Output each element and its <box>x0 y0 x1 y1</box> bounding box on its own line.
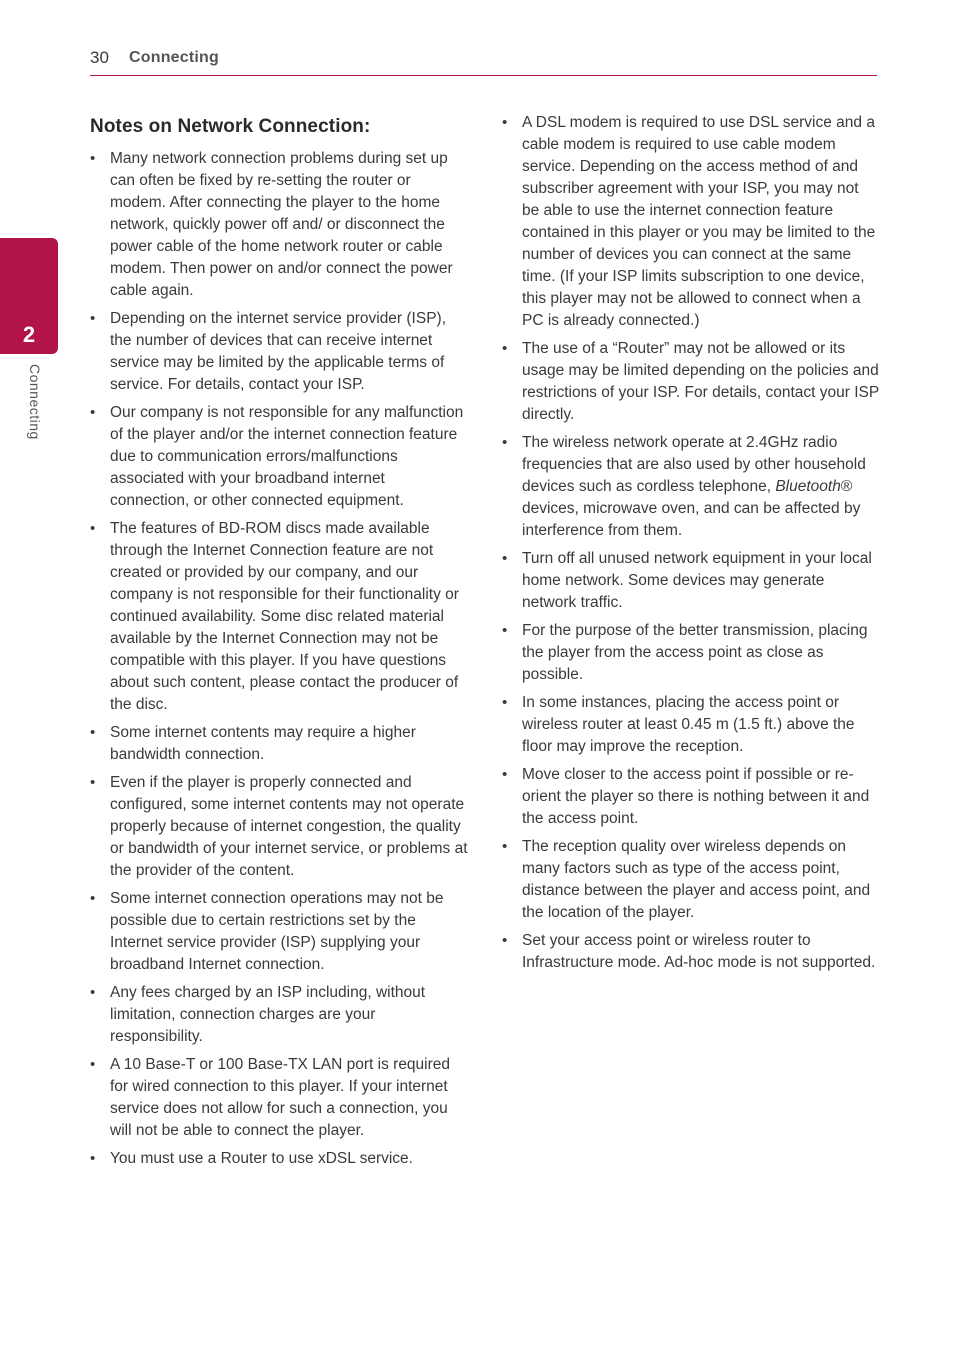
left-note-item <box>90 722 468 766</box>
note-text: You must use a Router to use xDSL service. <box>110 1150 413 1167</box>
note-text: A 10 Base-T or 100 Base-TX LAN port is required for wired connection to this player. If your internet service does not allow for such a connection, you will not be able to connect the player. <box>110 1056 451 1139</box>
bullet-icon: • <box>502 550 508 567</box>
left-note-item <box>90 518 468 716</box>
bullet-icon: • <box>90 150 96 167</box>
right-note-item <box>502 112 880 332</box>
note-text: Even if the player is properly connected and configured, some internet contents may not operate properly because of internet congestion, the quality or bandwidth of your internet service, or problems at the provider of the content. <box>110 774 468 879</box>
note-text: Some internet connection operations may not be possible due to certain restrictions set by the Internet service provider (ISP) supplying your broadband Internet connection. <box>110 890 444 973</box>
note-text: Depending on the internet service provider (ISP), the number of devices that can receive internet service may be limited by the applicable terms of service. For details, contact your ISP. <box>110 310 447 393</box>
left-notes-list <box>90 148 468 1170</box>
bullet-icon: • <box>90 520 96 537</box>
note-text: Turn off all unused network equipment in your local home network. Some devices may generate network traffic. <box>522 550 872 611</box>
left-note-item <box>90 1148 468 1170</box>
right-notes-list <box>502 112 880 974</box>
page-number: 30 <box>90 48 109 67</box>
right-note-item <box>502 432 880 542</box>
note-text: For the purpose of the better transmission, placing the player from the access point as close as possible. <box>522 622 868 683</box>
bullet-icon: • <box>90 1056 96 1073</box>
right-note-item <box>502 620 880 686</box>
left-note-item <box>90 772 468 882</box>
bullet-icon: • <box>90 404 96 421</box>
left-note-item <box>90 402 468 512</box>
bullet-icon: • <box>90 310 96 327</box>
bluetooth-brand: Bluetooth <box>775 478 841 495</box>
page-header <box>90 48 877 76</box>
note-text: Set your access point or wireless router to Infrastructure mode. Ad-hoc mode is not supported. <box>522 932 876 971</box>
bullet-icon: • <box>90 1150 96 1167</box>
left-note-item <box>90 888 468 976</box>
note-text: Some internet contents may require a higher bandwidth connection. <box>110 724 416 763</box>
bullet-icon: • <box>502 434 508 451</box>
bullet-icon: • <box>90 984 96 1001</box>
bullet-icon: • <box>502 694 508 711</box>
bullet-icon: • <box>90 890 96 907</box>
notes-title: Notes on Network Connection: <box>90 116 371 137</box>
right-note-item <box>502 692 880 758</box>
chapter-tab <box>0 238 58 354</box>
right-note-item <box>502 930 880 974</box>
right-note-item <box>502 836 880 924</box>
note-text: A DSL modem is required to use DSL service and a cable modem is required to use cable modem service. Depending on the access method of and subscriber agreement with your ISP, you may not be able to use the internet connection feature contained in this player or you may be limited to the number of devices you can connect at the same time. (If your ISP limits subscription to one device, this player may not be allowed to connect when a PC is already connected.) <box>522 114 876 329</box>
note-text: Our company is not responsible for any malfunction of the player and/or the internet connection feature due to communication errors/malfunctions associated with your broadband internet connection, or other connected equipment. <box>110 404 464 509</box>
note-text: The features of BD-ROM discs made available through the Internet Connection feature are not created or provided by our company, and our company is not responsible for their functionality or continued availability. Some disc related material available by the Internet Connection may not be compatible with this player. If you have questions about such content, please contact the producer of the disc. <box>110 520 459 713</box>
bullet-icon: • <box>502 838 508 855</box>
left-note-item <box>90 1054 468 1142</box>
note-text: Move closer to the access point if possible or re-orient the player so there is nothing between it and the access point. <box>522 766 870 827</box>
left-note-item <box>90 982 468 1048</box>
bullet-icon: • <box>502 766 508 783</box>
registered-mark: ® <box>840 478 853 495</box>
note-text: Many network connection problems during set up can often be fixed by re-setting the router or modem. After connecting the player to the home network, quickly power off and/ or disconnect the power cable of the home network router or cable modem. Then power on and/or connect the power cable again. <box>110 150 453 299</box>
bullet-icon: • <box>502 622 508 639</box>
right-note-item <box>502 338 880 426</box>
bullet-icon: • <box>502 340 508 357</box>
section-name: Connecting <box>129 49 219 66</box>
bullet-icon: • <box>502 932 508 949</box>
right-note-item <box>502 548 880 614</box>
chapter-number: 2 <box>22 322 36 347</box>
note-text: Any fees charged by an ISP including, without limitation, connection charges are your responsibility. <box>110 984 426 1045</box>
note-text-before: The wireless network operate at 2.4GHz radio frequencies that are also used by other household devices such as cordless telephone, <box>522 434 866 495</box>
note-text: In some instances, placing the access point or wireless router at least 0.45 m (1.5 ft.) above the floor may improve the reception. <box>522 694 855 755</box>
bullet-icon: • <box>90 774 96 791</box>
note-text: The reception quality over wireless depends on many factors such as type of the access point, distance between the player and access point, and the location of the player. <box>522 838 871 921</box>
right-note-item <box>502 764 880 830</box>
left-column <box>90 112 468 1176</box>
bullet-icon: • <box>90 724 96 741</box>
note-text-after: devices, microwave oven, and can be affected by interference from them. <box>522 500 861 539</box>
note-text: The use of a “Router” may not be allowed or its usage may be limited depending on the policies and restrictions of your ISP. For details, contact your ISP directly. <box>522 340 879 423</box>
left-note-item <box>90 148 468 302</box>
bullet-icon: • <box>502 114 508 131</box>
left-note-item <box>90 308 468 396</box>
chapter-label: Connecting <box>27 364 43 440</box>
right-column <box>502 112 880 980</box>
